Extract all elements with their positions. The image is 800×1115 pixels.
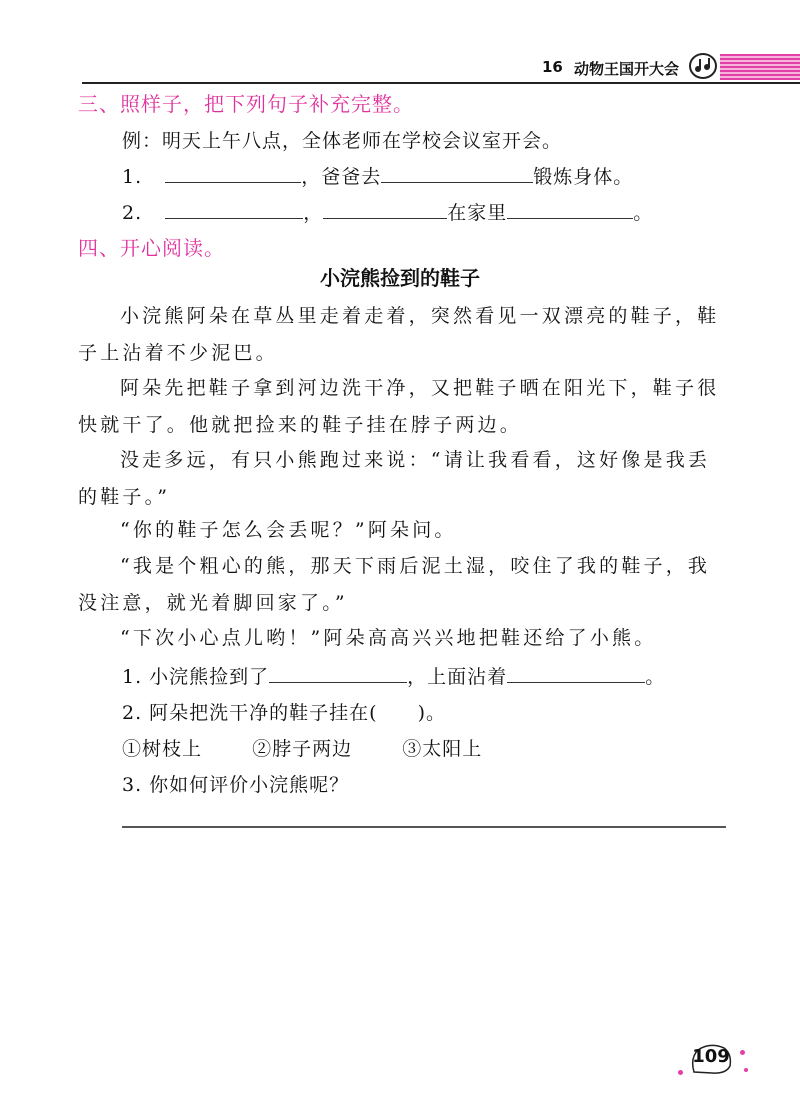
fill-item-1 bbox=[122, 162, 633, 189]
question-2: 2. 阿朵把洗干净的鞋子挂在( )。 bbox=[122, 702, 446, 724]
question-1-blank-a[interactable] bbox=[269, 662, 407, 683]
page-header bbox=[0, 52, 800, 86]
story-paragraph-2: 阿朵先把鞋子拿到河边洗干净，又把鞋子晒在阳光下，鞋子很快就干了。他就把捡来的鞋子挂在脖子两边。 bbox=[78, 377, 720, 436]
question-3: 3. 你如何评价小浣熊呢？ bbox=[122, 774, 350, 796]
option-2[interactable]: ②脖子两边 bbox=[252, 738, 353, 760]
blank-2b[interactable] bbox=[323, 198, 447, 219]
question-1-end: 。 bbox=[645, 666, 666, 688]
section-3-title: 三、照样子，把下列句子补充完整。 bbox=[78, 92, 414, 116]
question-1-prefix: 1. 小浣熊捡到了 bbox=[122, 666, 270, 688]
fill-item-2 bbox=[122, 198, 653, 225]
decor-dot bbox=[678, 1070, 683, 1075]
section-4-title: 四、开心阅读。 bbox=[78, 236, 225, 260]
question-2-options bbox=[122, 734, 482, 761]
blank-2c[interactable] bbox=[507, 198, 633, 219]
item-1-number: 1. bbox=[122, 166, 143, 188]
story-paragraph-6: “下次小心点儿哟！”阿朵高高兴兴地把鞋还给了小熊。 bbox=[120, 627, 657, 649]
item-2-sep2: 在家里 bbox=[447, 202, 508, 224]
option-1[interactable]: ①树枝上 bbox=[122, 738, 203, 760]
chapter-number: 16 bbox=[542, 58, 563, 76]
story-paragraph-4: “你的鞋子怎么会丢呢？”阿朵问。 bbox=[120, 519, 457, 541]
example-sentence: 例：明天上午八点，全体老师在学校会议室开会。 bbox=[122, 130, 563, 152]
item-2-end: 。 bbox=[633, 202, 654, 224]
header-stripes bbox=[720, 54, 800, 80]
item-2-sep1: ， bbox=[303, 202, 324, 224]
music-note-badge-icon bbox=[688, 52, 718, 80]
question-1-blank-b[interactable] bbox=[507, 662, 645, 683]
blank-1b[interactable] bbox=[381, 162, 533, 183]
page-number-badge bbox=[688, 1042, 734, 1076]
story-paragraph-3: 没走多远，有只小熊跑过来说：“请让我看看，这好像是我丢的鞋子。” bbox=[78, 449, 711, 508]
item-2-number: 2. bbox=[122, 202, 143, 224]
question-1 bbox=[122, 662, 665, 689]
blank-2a[interactable] bbox=[165, 198, 303, 219]
option-3[interactable]: ③太阳上 bbox=[402, 738, 483, 760]
decor-dot bbox=[740, 1050, 745, 1055]
blank-1a[interactable] bbox=[165, 162, 301, 183]
item-1-end: 锻炼身体。 bbox=[533, 166, 634, 188]
item-1-sep: ，爸爸去 bbox=[301, 166, 382, 188]
page-number: 109 bbox=[692, 1046, 730, 1067]
story-title: 小浣熊捡到的鞋子 bbox=[320, 266, 480, 290]
decor-dot bbox=[744, 1068, 748, 1072]
question-1-mid: ，上面沾着 bbox=[407, 666, 508, 688]
story-paragraph-5: “我是个粗心的熊，那天下雨后泥土湿，咬住了我的鞋子，我没注意，就光着脚回家了。” bbox=[78, 555, 711, 614]
answer-line[interactable] bbox=[122, 826, 726, 828]
header-rule bbox=[82, 82, 800, 84]
story-paragraph-1: 小浣熊阿朵在草丛里走着走着，突然看见一双漂亮的鞋子，鞋子上沾着不少泥巴。 bbox=[78, 305, 720, 364]
chapter-title: 动物王国开大会 bbox=[574, 60, 680, 78]
